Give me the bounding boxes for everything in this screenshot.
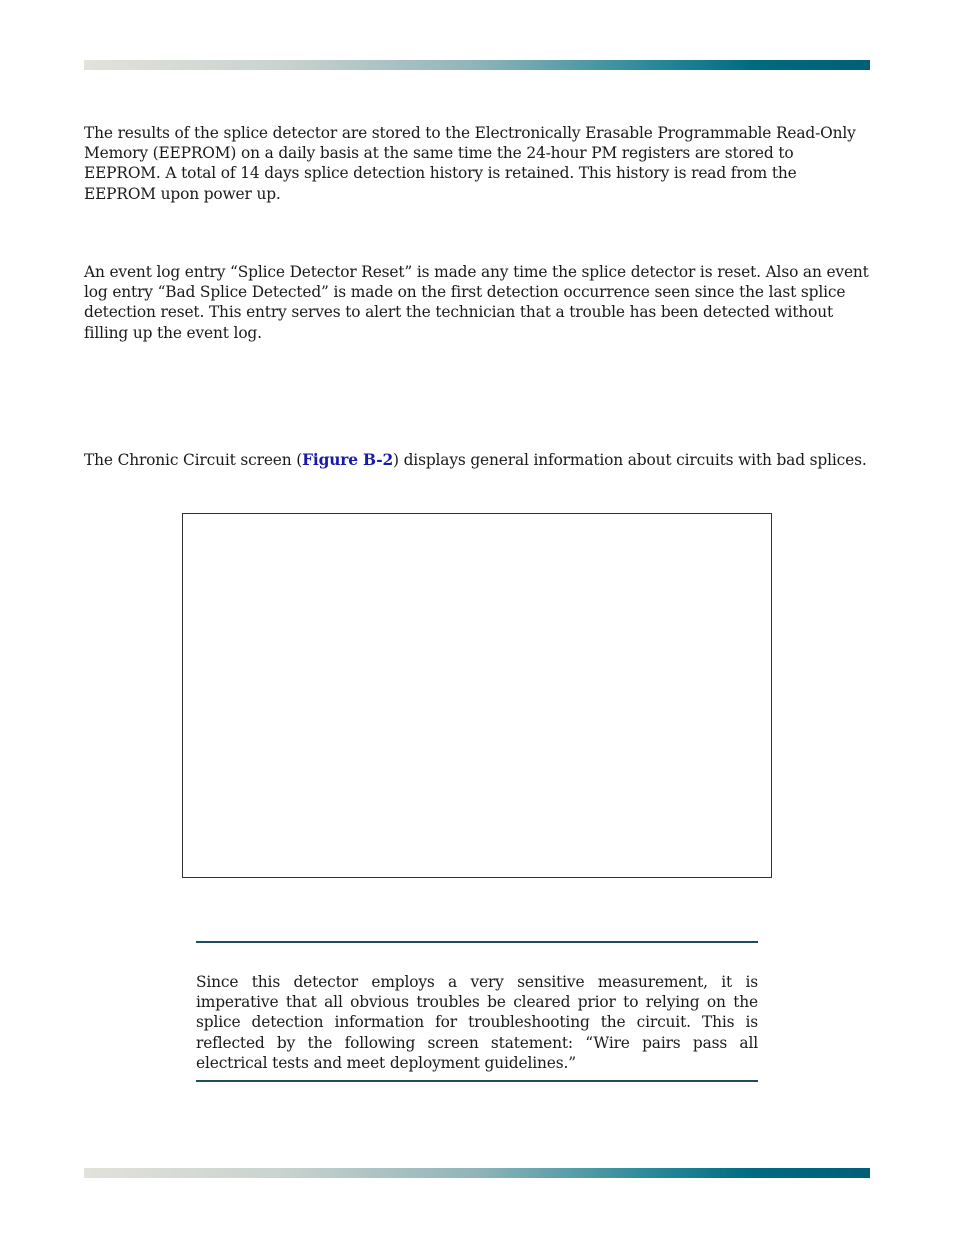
paragraph-eeprom-storage: The results of the splice detector are stored to the Electronically Erasable Programmable Read-Only Memory (EEPROM) on a daily basis at the same time the 24-hour PM registers are stored to EEPROM. A total of 14 days splice detection history is retained. This history is read from the EEPROM upon power up.	[84, 124, 856, 203]
paragraph-chronic-circuit-tail: ) displays general information about circuits with bad splices.	[393, 451, 867, 469]
header-band	[84, 60, 870, 70]
paragraph-chronic-circuit	[84, 450, 870, 470]
note-rule-bottom	[196, 1080, 758, 1082]
note-rule-top	[196, 941, 758, 943]
footer-band	[84, 1168, 870, 1178]
figure-frame	[182, 513, 772, 878]
paragraph-event-log: An event log entry “Splice Detector Reset” is made any time the splice detector is reset. Also an event log entry “Bad Splice Detected” is made on the first detection occurrence seen since the last splice detection reset. This entry serves to alert the technician that a trouble has been detected without filling up the event log.	[84, 263, 869, 342]
note-text: Since this detector employs a very sensitive measurement, it is imperative that all obvious troubles be cleared prior to relying on the splice detection information for troubleshooting the circuit. This is reflected by the following screen statement: “Wire pairs pass all electrical tests and meet deployment guidelines.”	[196, 973, 758, 1072]
figure-b2-link[interactable]: Figure B-2	[302, 451, 393, 469]
paragraph-chronic-circuit-lead: The Chronic Circuit screen (	[84, 451, 303, 469]
